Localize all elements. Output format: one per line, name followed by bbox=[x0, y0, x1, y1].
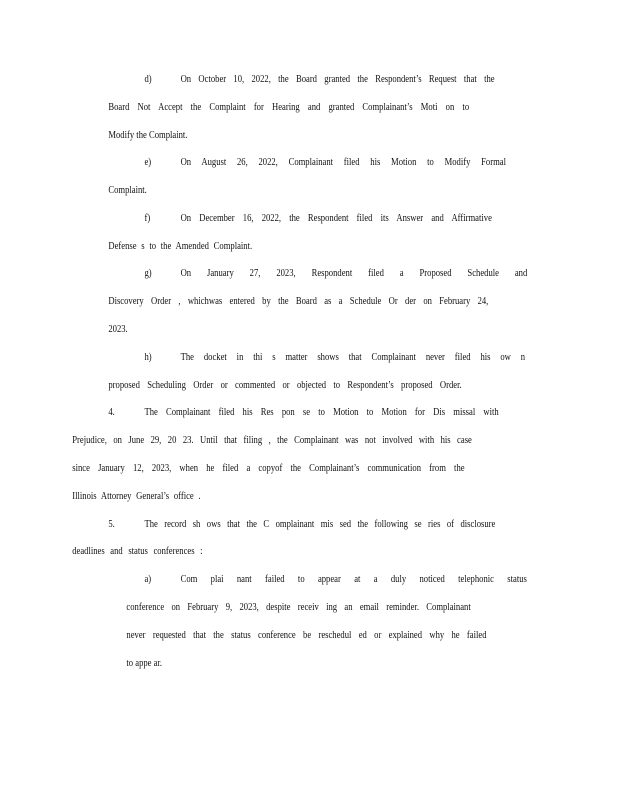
item-d-line-3: Modify the Complaint. bbox=[108, 130, 188, 141]
item-h-line-2: proposed Scheduling Order or commented or objected to Respondent’s proposed Order. bbox=[108, 380, 462, 391]
item-g-marker: g) bbox=[144, 268, 152, 279]
paragraph-4-line-2: Prejudice, on June 29, 20 23. Until that filing , the Complainant was not involved with his case bbox=[72, 435, 472, 446]
subitem-a-line-3: never requested that the status conference be reschedul ed or explained why he failed bbox=[126, 630, 487, 641]
paragraph-4-line-3: since January 12, 2023, when he filed a copyof the Complainant’s communication from the bbox=[72, 463, 465, 474]
paragraph-4-line-1: The Complainant filed his Res pon se to Motion to Motion for Dis missal with bbox=[144, 407, 499, 418]
item-h-marker: h) bbox=[144, 352, 152, 363]
subitem-a-line-2: conference on February 9, 2023, despite receiv ing an email reminder. Complainant bbox=[126, 602, 471, 613]
paragraph-5-line-2: deadlines and status conferences : bbox=[72, 546, 203, 557]
subitem-a-marker: a) bbox=[144, 574, 152, 585]
item-f-line-2: Defense s to the Amended Complaint. bbox=[108, 241, 253, 252]
subitem-a-line-1: Com plai nant failed to appear at a duly noticed telephonic status bbox=[180, 574, 527, 585]
paragraph-5-number: 5. bbox=[108, 519, 115, 530]
item-d-line-2: Board Not Accept the Complaint for Hearing and granted Complainant’s Moti on to bbox=[108, 102, 470, 113]
item-f-line-1: On December 16, 2022, the Respondent filed its Answer and Affirmative bbox=[180, 213, 492, 224]
item-g-line-3: 2023. bbox=[108, 324, 128, 335]
item-g-line-2: Discovery Order , whichwas entered by the Board as a Schedule Or der on February 24, bbox=[108, 296, 489, 307]
item-g-line-1: On January 27, 2023, Respondent filed a Proposed Schedule and bbox=[180, 268, 528, 279]
paragraph-4-number: 4. bbox=[108, 407, 115, 418]
subitem-a-line-4: to appe ar. bbox=[126, 658, 163, 669]
item-e-marker: e) bbox=[144, 157, 152, 168]
item-f-marker: f) bbox=[144, 213, 151, 224]
item-d-marker: d) bbox=[144, 74, 152, 85]
paragraph-5-line-1: The record sh ows that the C omplainant mis sed the following se ries of disclosure bbox=[144, 519, 496, 530]
item-e-line-1: On August 26, 2022, Complainant filed his Motion to Modify Formal bbox=[180, 157, 506, 168]
paragraph-4-line-4: Illinois Attorney General’s office . bbox=[72, 491, 201, 502]
item-e-line-2: Complaint. bbox=[108, 185, 147, 196]
item-d-line-1: On October 10, 2022, the Board granted the Respondent’s Request that the bbox=[180, 74, 495, 85]
item-h-line-1: The docket in thi s matter shows that Complainant never filed his ow n bbox=[180, 352, 526, 363]
